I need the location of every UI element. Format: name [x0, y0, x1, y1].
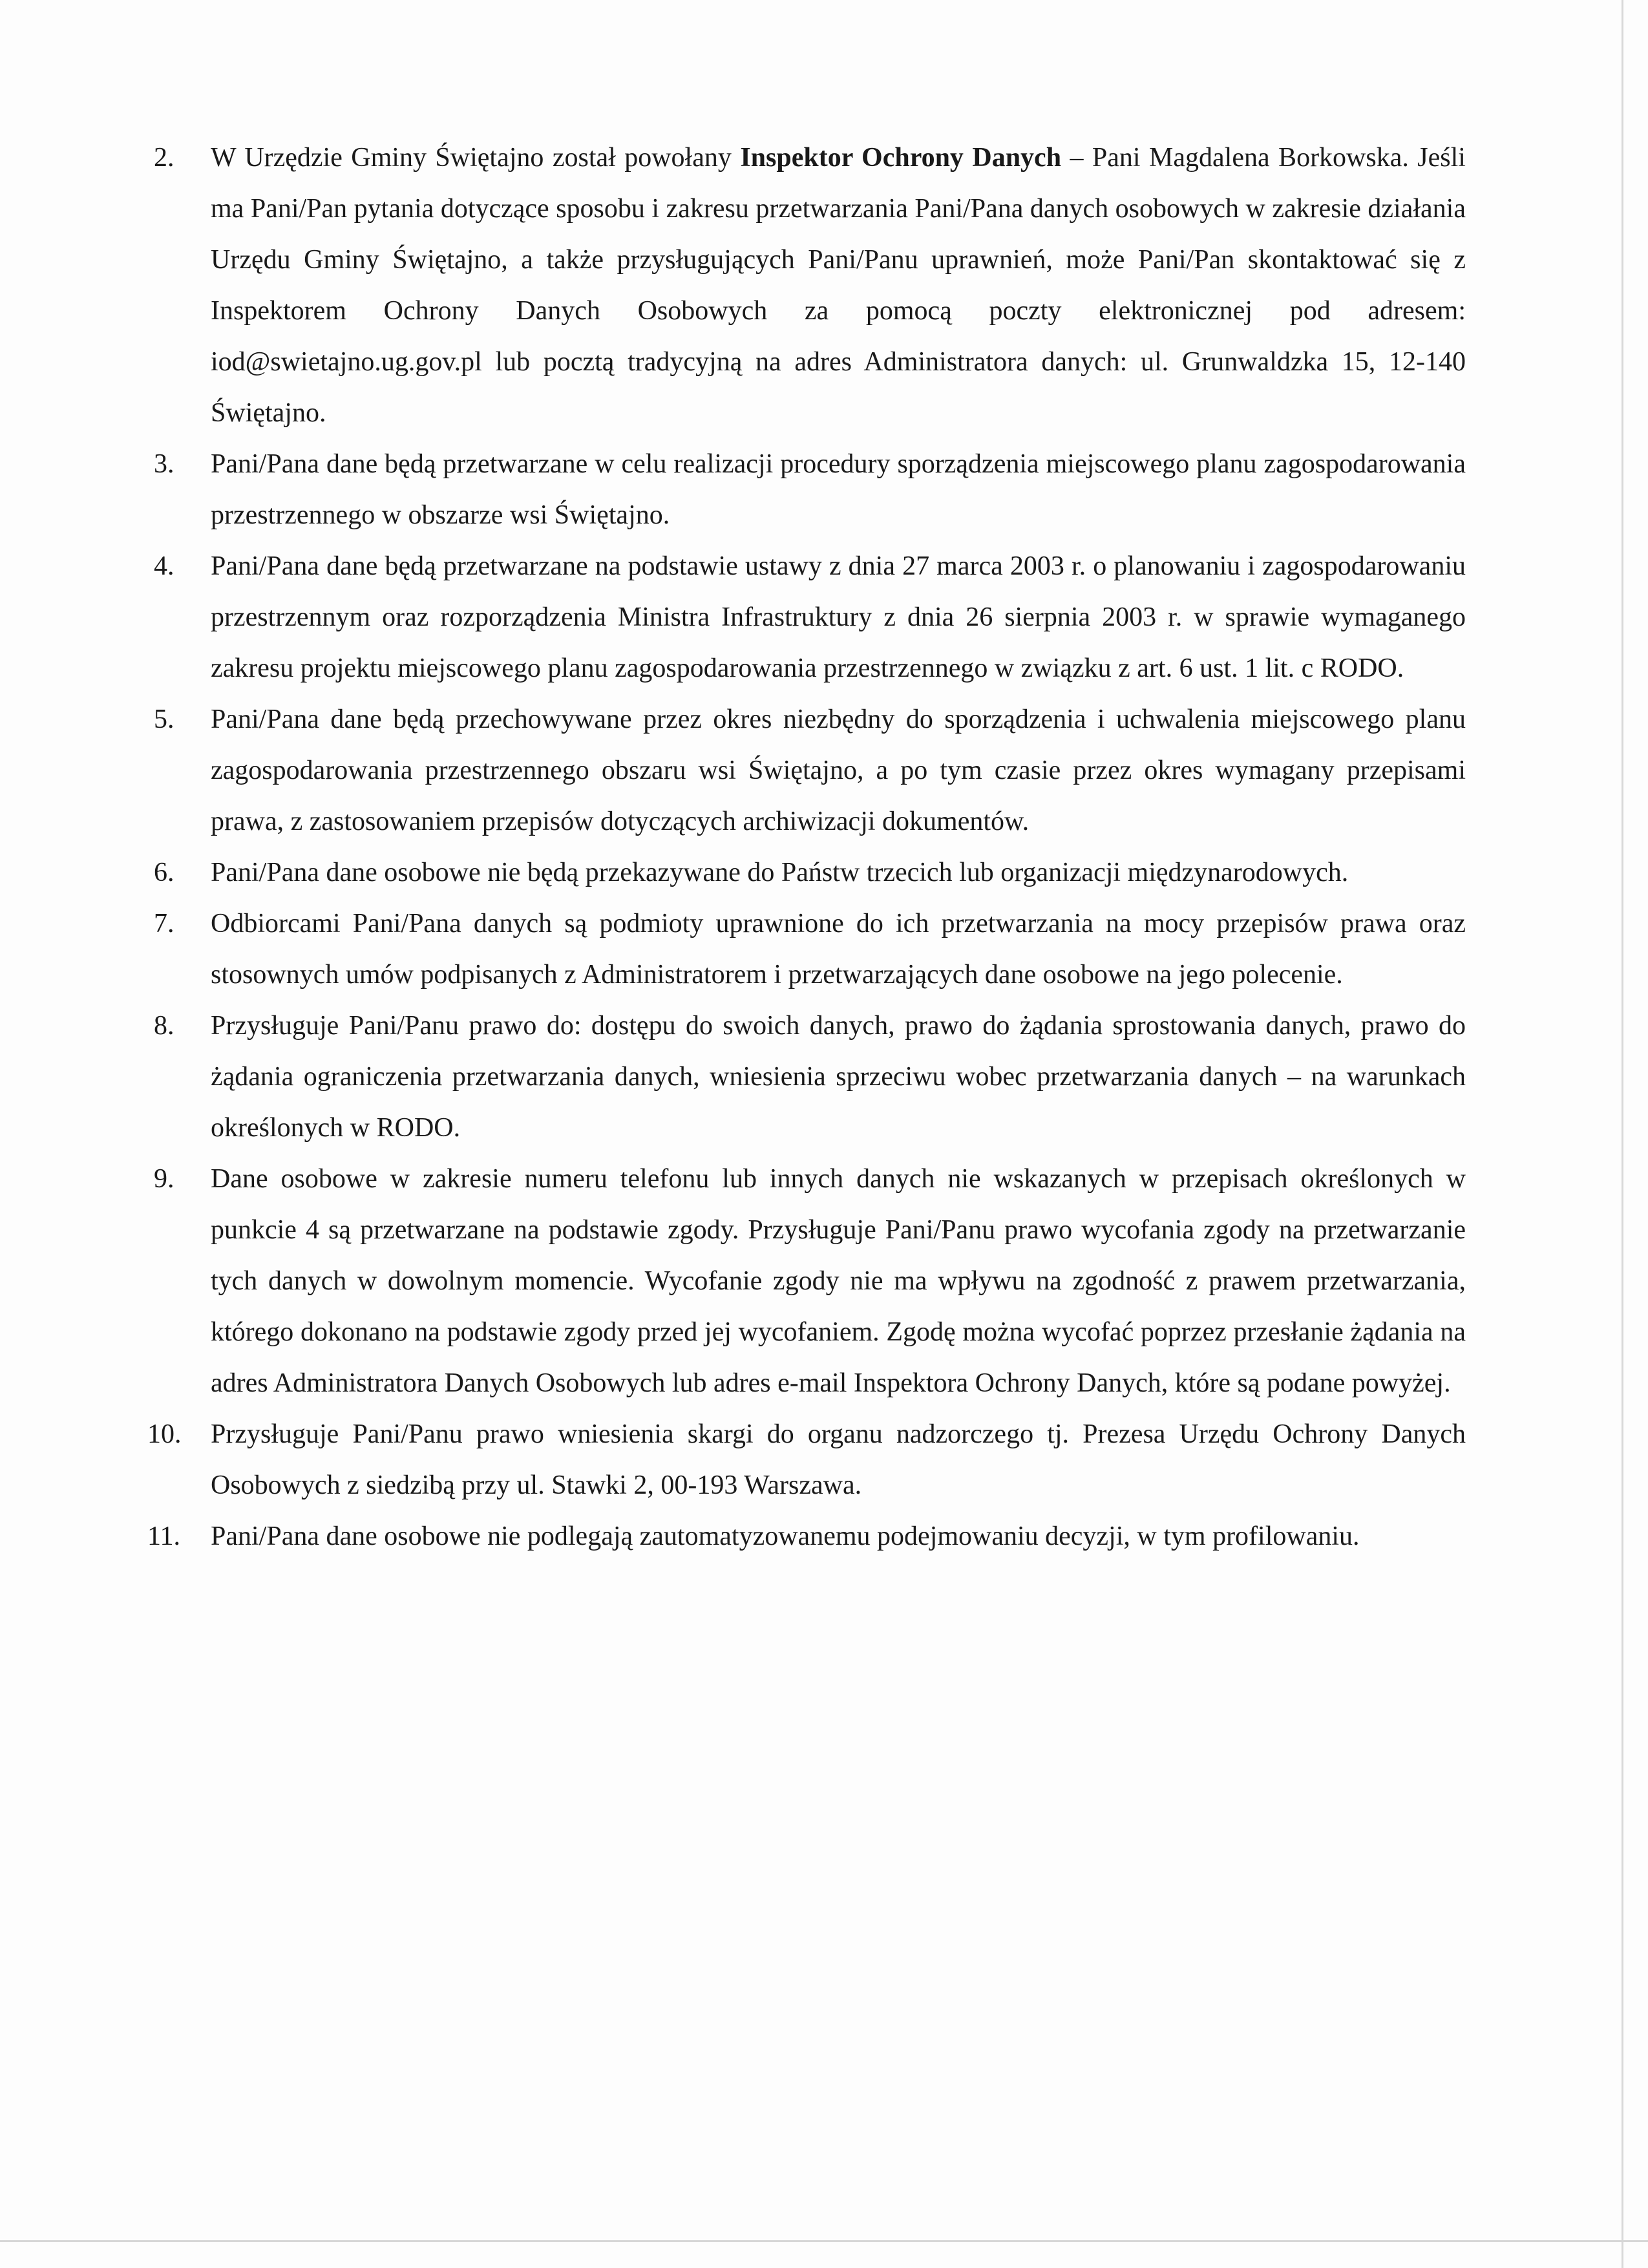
item-number: 8.	[154, 1011, 174, 1041]
item-text: Pani/Pana dane osobowe nie będą przekazywane do Państw trzecich lub organizacji międzynarodowych.	[211, 858, 1349, 887]
item-text: Dane osobowe w zakresie numeru telefonu lub innych danych nie wskazanych w przepisach określonych w punkcie 4 są przetwarzane na podstawie zgody. Przysługuje Pani/Panu prawo wycofania zgody na przetwarzanie tych danych w dowolnym momencie. Wycofanie zgody nie ma wpływu na zgodność z prawem przetwarzania, którego dokonano na podstawie zgody przed jej wycofaniem. Zgodę można wycofać poprzez przesłanie żądania na adres Administratora Danych Osobowych lub adres e-mail Inspektora Ochrony Danych, które są podane powyżej.	[211, 1164, 1466, 1398]
list-item-6	[154, 847, 1466, 898]
item-text: Pani/Pana dane będą przetwarzane na podstawie ustawy z dnia 27 marca 2003 r. o planowaniu i zagospodarowaniu przestrzennym oraz rozporządzenia Ministra Infrastruktury z dnia 26 sierpnia 2003 r. w sprawie wymaganego zakresu projektu miejscowego planu zagospodarowania przestrzennego w związku z art. 6 ust. 1 lit. c RODO.	[211, 551, 1466, 683]
inspector-title: Inspektor Ochrony Danych	[740, 143, 1062, 173]
item-text: Pani/Pana dane osobowe nie podlegają zautomatyzowanemu podejmowaniu decyzji, w tym profilowaniu.	[211, 1521, 1360, 1551]
item-text-part: W Urzędzie Gminy Świętajno został powołany	[211, 143, 741, 173]
list-item-3	[154, 439, 1466, 541]
item-text: Przysługuje Pani/Panu prawo wniesienia skargi do organu nadzorczego tj. Prezesa Urzędu Ochrony Danych Osobowych z siedzibą przy ul. Stawki 2, 00-193 Warszawa.	[211, 1419, 1466, 1500]
list-item-5	[154, 694, 1466, 847]
list-item-8	[154, 1001, 1466, 1154]
item-text: Pani/Pana dane będą przechowywane przez okres niezbędny do sporządzenia i uchwalenia miejscowego planu zagospodarowania przestrzennego obszaru wsi Świętajno, a po tym czasie przez okres wymagany przepisami prawa, z zastosowaniem przepisów dotyczących archiwizacji dokumentów.	[211, 705, 1466, 836]
item-number: 5.	[154, 705, 174, 734]
scan-edge-bottom	[0, 2240, 1648, 2242]
item-number: 6.	[154, 858, 174, 887]
list-item-10	[147, 1409, 1466, 1511]
item-number: 4.	[154, 551, 174, 581]
item-number: 10.	[147, 1419, 182, 1449]
item-text-part: – Pani Magdalena Borkowska. Jeśli ma Pani/Pan pytania dotyczące sposobu i zakresu przetwarzania Pani/Pana danych osobowych w zakresie działania Urzędu Gminy Świętajno, a także przysługujących Pani/Panu uprawnień, może Pani/Pan skontaktować się z Inspektorem Ochrony Danych Osobowych za pomocą poczty elektronicznej pod adresem: iod@swietajno.ug.gov.pl lub pocztą tradycyjną na adres Administratora danych: ul. Grunwaldzka 15, 12-140 Świętajno.	[211, 143, 1466, 428]
item-number: 11.	[147, 1521, 180, 1551]
item-text: Przysługuje Pani/Panu prawo do: dostępu do swoich danych, prawo do żądania sprostowania danych, prawo do żądania ograniczenia przetwarzania danych, wniesienia sprzeciwu wobec przetwarzania danych – na warunkach określonych w RODO.	[211, 1011, 1466, 1143]
information-clause-list	[147, 132, 1466, 1562]
scan-edge-right	[1622, 0, 1623, 2268]
list-item-4	[154, 541, 1466, 694]
item-number: 2.	[154, 143, 174, 173]
list-item-7	[154, 898, 1466, 1001]
item-number: 3.	[154, 449, 174, 479]
list-item-11	[147, 1511, 1466, 1562]
item-text: Odbiorcami Pani/Pana danych są podmioty uprawnione do ich przetwarzania na mocy przepisów prawa oraz stosownych umów podpisanych z Administratorem i przetwarzających dane osobowe na jego polecenie.	[211, 909, 1466, 990]
item-number: 9.	[154, 1164, 174, 1194]
list-item-2	[154, 132, 1466, 439]
list-item-9	[154, 1154, 1466, 1409]
item-text: Pani/Pana dane będą przetwarzane w celu realizacji procedury sporządzenia miejscowego planu zagospodarowania przestrzennego w obszarze wsi Świętajno.	[211, 449, 1466, 530]
item-number: 7.	[154, 909, 174, 938]
